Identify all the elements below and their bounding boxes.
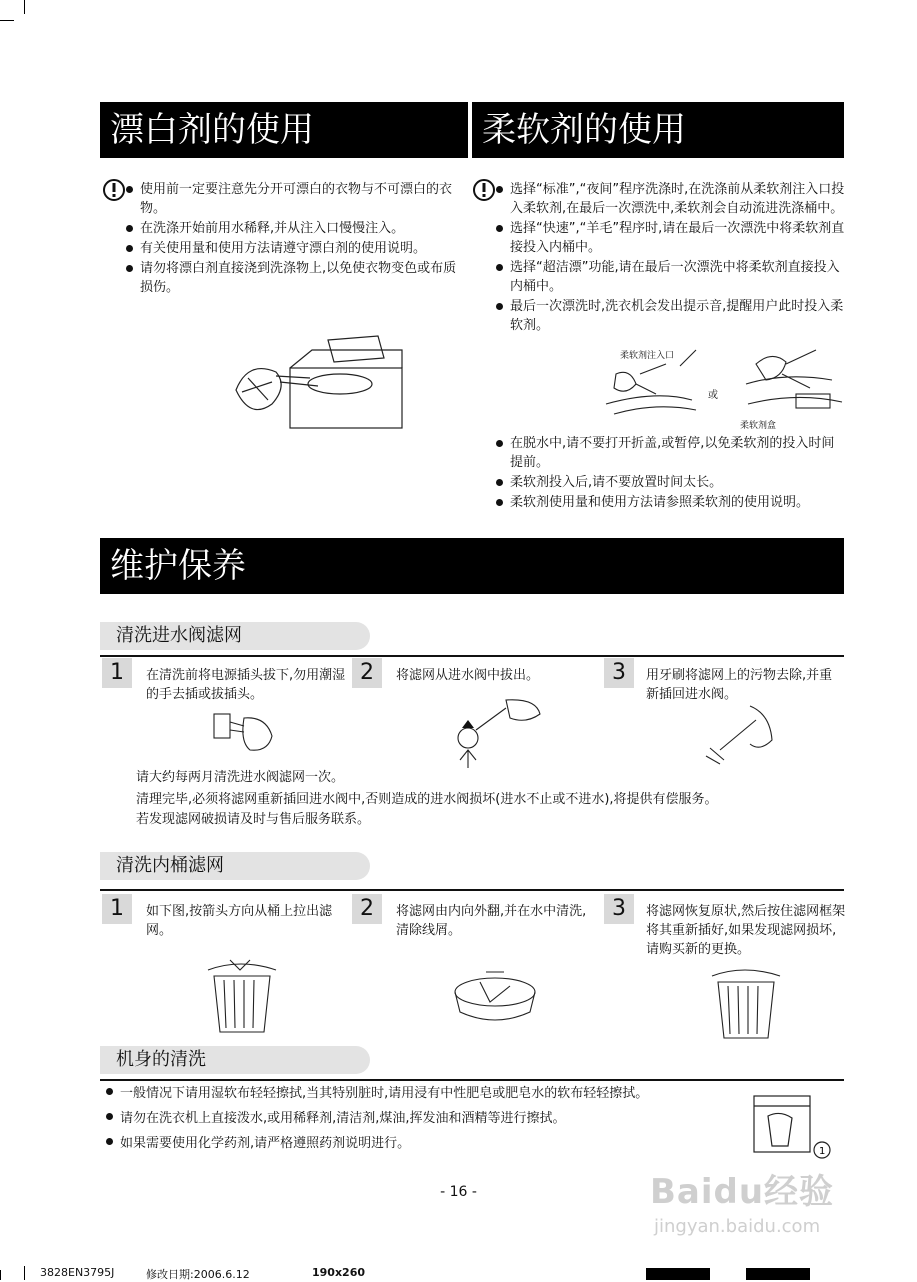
list-item: 在洗涤开始前用水稀释,并从注入口慢慢注入。 [124, 219, 466, 238]
softener-inlet-label: 柔软剂注入口 [620, 351, 675, 361]
crop-mark [24, 0, 25, 14]
divider [100, 655, 844, 657]
list-item: 一般情况下请用湿软布轻轻擦拭,当其特别脏时,请用浸有中性肥皂或肥皂水的软布轻轻擦拭。 [104, 1082, 744, 1106]
note-text: 若发现滤网破损请及时与售后服务联系。 [136, 812, 371, 827]
list-item: 选择“标准”,“夜间”程序洗涤时,在洗涤前从柔软剂注入口投入柔软剂,在最后一次漂洗中,柔软剂会自动流进洗涤桶中。 [494, 180, 846, 218]
list-item: 选择“超洁漂”功能,请在最后一次漂洗中将柔软剂直接投入内桶中。 [494, 258, 846, 296]
step-text: 将滤网从进水阀中拔出。 [396, 668, 540, 683]
divider [100, 1079, 844, 1081]
crop-mark [0, 20, 14, 21]
caution-icon [472, 178, 496, 202]
maintenance-section-title: 维护保养 [100, 538, 844, 594]
step-number: 2 [352, 894, 382, 924]
baidu-watermark-url: jingyan.baidu.com [654, 1216, 821, 1237]
inlet-filter-heading: 清洗进水阀滤网 [100, 622, 370, 650]
footer-code: 3828EN3795J [40, 1266, 115, 1279]
step-number: 3 [604, 894, 634, 924]
footer-date: 修改日期:2006.6.12 [146, 1268, 250, 1281]
pull-tub-filter-illustration [200, 956, 280, 1036]
list-item: 最后一次漂洗时,洗衣机会发出提示音,提醒用户此时投入柔软剂。 [494, 297, 846, 335]
step-number: 1 [102, 658, 132, 688]
list-item: 请勿在洗衣机上直接泼水,或用稀释剂,清洁剂,煤油,挥发油和酒精等进行擦拭。 [104, 1107, 744, 1131]
softener-pour-illustration [596, 344, 846, 430]
list-item: 使用前一定要注意先分开可漂白的衣物与不可漂白的衣物。 [124, 180, 466, 218]
registration-bar [746, 1268, 810, 1280]
baidu-watermark-logo: Baidu经验 [650, 1172, 835, 1212]
bleach-section-title: 漂白剂的使用 [100, 102, 468, 158]
pull-filter-illustration [446, 694, 546, 774]
step-text: 如下图,按箭头方向从桶上拉出滤网。 [146, 904, 333, 938]
wash-tub-filter-illustration [450, 962, 540, 1032]
step-number: 3 [604, 658, 634, 688]
wipe-machine-illustration [744, 1086, 834, 1162]
body-clean-heading: 机身的清洗 [100, 1046, 370, 1074]
reinstall-tub-filter-illustration [704, 962, 784, 1042]
crop-mark [0, 1270, 1, 1280]
registration-bar [646, 1268, 710, 1280]
page-number: - 16 - [440, 1184, 477, 1200]
or-label: 或 [708, 390, 718, 401]
list-item: 选择“快速”,“羊毛”程序时,请在最后一次漂洗中将柔软剂直接投入内桶中。 [494, 219, 846, 257]
bleach-pour-illustration [228, 330, 408, 430]
crop-mark [24, 1266, 25, 1280]
divider [100, 889, 844, 891]
note-text: 清理完毕,必须将滤网重新插回进水阀中,否则造成的进水阀损坏(进水不止或不进水),将提供有偿服务。 [136, 792, 718, 807]
footer-size: 190x260 [312, 1266, 366, 1279]
bleach-list [124, 180, 466, 298]
softener-box-label: 柔软剂盒 [740, 421, 777, 431]
softener-list [494, 180, 846, 336]
unplug-illustration [210, 706, 280, 756]
list-item: 在脱水中,请不要打开折盖,或暂停,以免柔软剂的投入时间提前。 [494, 434, 846, 472]
step-number: 2 [352, 658, 382, 688]
list-item: 柔软剂投入后,请不要放置时间太长。 [494, 473, 846, 492]
tub-filter-heading: 清洗内桶滤网 [100, 852, 370, 880]
step-text: 将滤网恢复原状,然后按住滤网框架将其重新插好,如果发现滤网损坏,请购买新的更换。 [646, 904, 846, 957]
brush-filter-illustration [700, 700, 780, 770]
caution-icon [102, 178, 126, 202]
list-item: 请勿将漂白剂直接浇到洗涤物上,以免使衣物变色或布质损伤。 [124, 259, 466, 297]
softener-section-title: 柔软剂的使用 [472, 102, 844, 158]
softener-list-after [494, 434, 846, 513]
list-item: 有关使用量和使用方法请遵守漂白剂的使用说明。 [124, 239, 466, 258]
step-text: 用牙刷将滤网上的污物去除,并重新插回进水阀。 [646, 668, 833, 702]
note-text: 请大约每两月清洗进水阀滤网一次。 [136, 770, 345, 785]
list-item: 如果需要使用化学药剂,请严格遵照药剂说明进行。 [104, 1132, 744, 1156]
svg-text:1: 1 [819, 1146, 826, 1157]
step-text: 将滤网由内向外翻,并在水中清洗,清除线屑。 [396, 904, 587, 938]
list-item: 柔软剂使用量和使用方法请参照柔软剂的使用说明。 [494, 493, 846, 512]
step-text: 在清洗前将电源插头拔下,勿用潮湿的手去插或拔插头。 [146, 668, 346, 702]
body-clean-list [104, 1082, 744, 1157]
step-number: 1 [102, 894, 132, 924]
